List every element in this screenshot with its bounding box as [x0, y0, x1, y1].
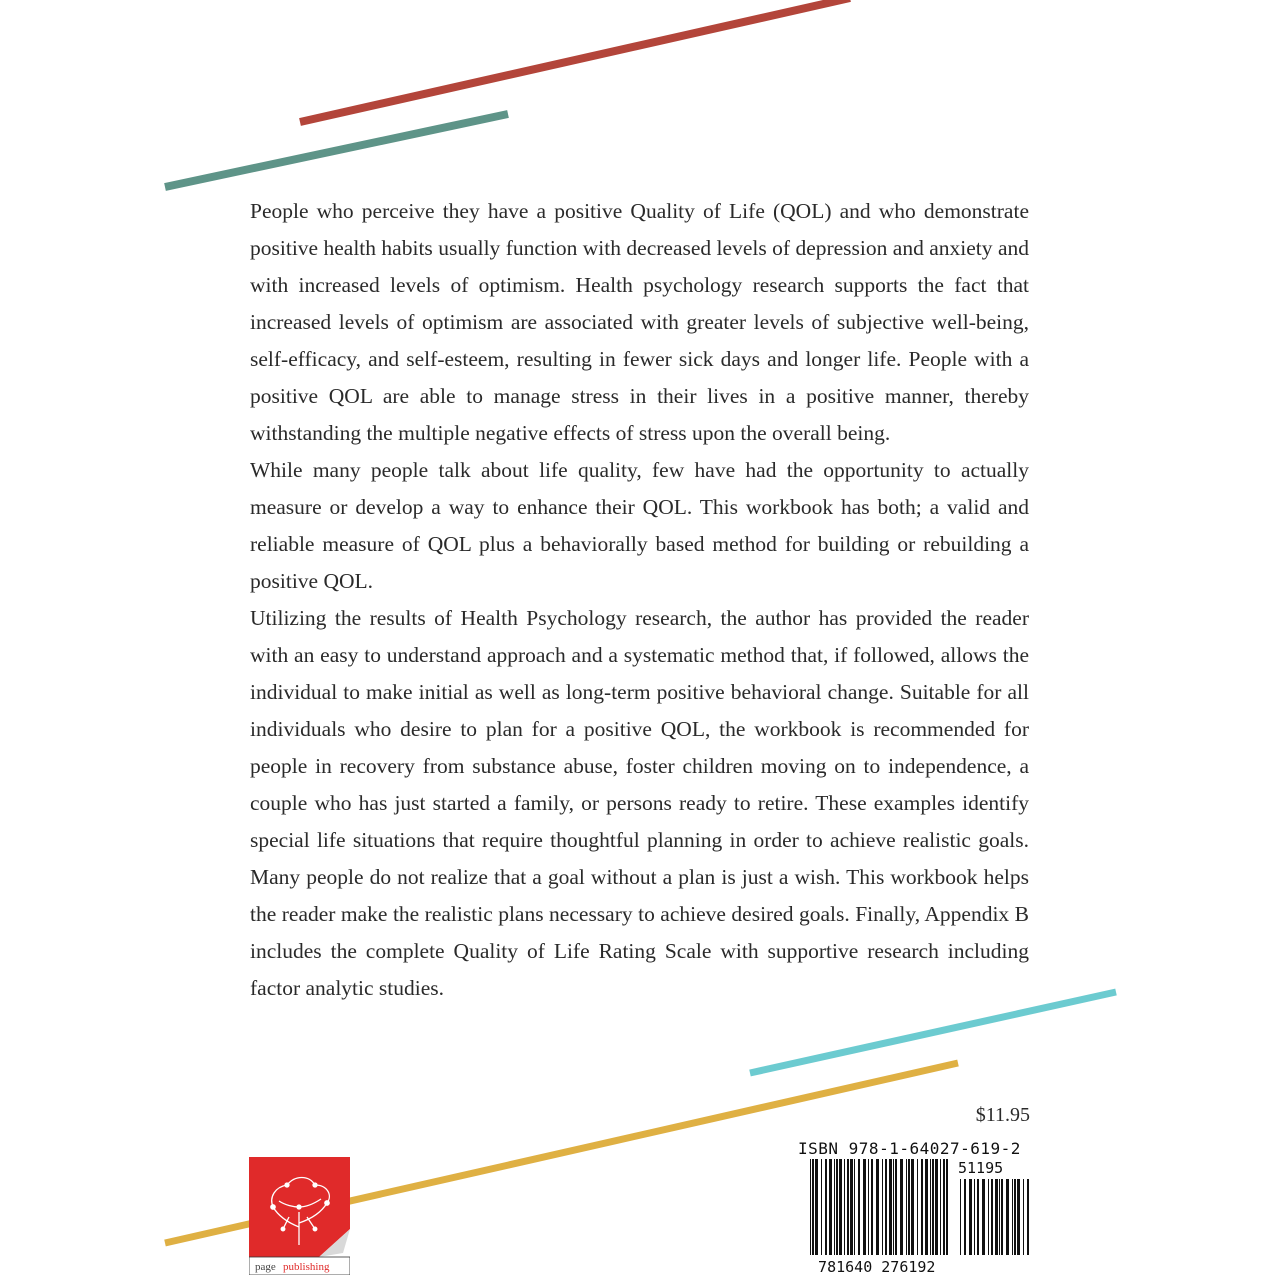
barcode-bar: [935, 1159, 938, 1255]
barcode-bar: [854, 1159, 855, 1255]
barcode-ean-digits: 9 781640 276192: [808, 1258, 936, 1275]
barcode-main-bars: [810, 1159, 948, 1255]
barcode-bar: [1027, 1179, 1029, 1255]
barcode-bar: [969, 1179, 972, 1255]
barcode-bar: [871, 1159, 873, 1255]
barcode-bar: [815, 1159, 818, 1255]
barcode-bar: [839, 1159, 842, 1255]
barcode-bar: [1001, 1179, 1003, 1255]
barcode-bar: [1023, 1179, 1024, 1255]
stripe-teal-dark: [165, 114, 508, 187]
barcode-bar: [893, 1159, 894, 1255]
barcode-bar: [991, 1179, 993, 1255]
barcode-bar: [850, 1159, 853, 1255]
barcode-bar: [868, 1159, 869, 1255]
barcode-bar: [882, 1159, 883, 1255]
barcode-bar: [917, 1159, 918, 1255]
barcode-bar: [988, 1179, 989, 1255]
barcode-bar: [999, 1179, 1000, 1255]
barcode-bar: [995, 1179, 998, 1255]
barcode-bar: [932, 1159, 934, 1255]
barcode-bar: [930, 1159, 931, 1255]
barcode-bar: [876, 1159, 879, 1255]
barcode-bar: [925, 1159, 928, 1255]
stripe-red: [300, 0, 850, 122]
barcode-bar: [1017, 1179, 1020, 1255]
barcode-bar: [885, 1159, 887, 1255]
barcode-bar: [836, 1159, 838, 1255]
barcode-bar: [908, 1159, 910, 1255]
barcode-bar: [906, 1159, 907, 1255]
publisher-logo: [249, 1157, 350, 1275]
barcode-bar: [810, 1159, 811, 1255]
barcode-bar: [825, 1159, 827, 1255]
barcode-bar: [943, 1159, 945, 1255]
barcode-bar: [964, 1179, 966, 1255]
barcode-bar: [977, 1179, 979, 1255]
barcode-bar: [844, 1159, 845, 1255]
barcode-bar: [834, 1159, 835, 1255]
barcode-bar: [960, 1179, 961, 1255]
logo-text-publishing: publishing: [283, 1261, 330, 1273]
barcode-addon-bars: [960, 1179, 1029, 1255]
barcode-bar: [921, 1159, 923, 1255]
isbn-label: ISBN 978-1-64027-619-2: [798, 1139, 1021, 1158]
barcode-bar: [1014, 1179, 1016, 1255]
barcode-bar: [911, 1159, 914, 1255]
barcode-bar: [821, 1159, 822, 1255]
barcode-bar: [946, 1159, 948, 1255]
barcode-bar: [858, 1159, 860, 1255]
barcode-bar: [1006, 1179, 1009, 1255]
barcode-bar: [863, 1159, 866, 1255]
barcode-bar: [847, 1159, 849, 1255]
barcode-bar: [940, 1159, 941, 1255]
barcode-bar: [1012, 1179, 1013, 1255]
description-paragraph: Utilizing the results of Health Psychology research, the author has provided the reader with an easy to understand approach and a systematic method that, if followed, allows the individual to make initial as well as long-term positive behavioral change. Suitable for all individuals who desire to plan for a positive QOL, the workbook is recommended for people in recovery from substance abuse, foster children moving on to independence, a couple who has just started a family, or persons ready to retire. These examples identify special life situations that require thoughtful planning in order to achieve realistic goals. Many people do not realize that a goal without a plan is just a wish. This workbook helps the reader make the realistic plans necessary to achieve desired goals. Finally, Appendix B includes the complete Quality of Life Rating Scale with supportive research including factor analytic studies.: [250, 606, 1029, 1000]
barcode-bar: [812, 1159, 814, 1255]
logo-text-page: page: [255, 1261, 276, 1273]
barcode-addon-digits: 51195: [958, 1159, 1004, 1177]
isbn-barcode: [808, 1157, 1033, 1275]
barcode-bar: [900, 1159, 903, 1255]
barcode-bar: [974, 1179, 975, 1255]
description-paragraph: People who perceive they have a positive Quality of Life (QOL) and who demonstrate positive health habits usually function with decreased levels of depression and anxiety and with increased levels of optimism. Health psychology research supports the fact that increased levels of optimism are associated with greater levels of subjective well-being, self-efficacy, and self-esteem, resulting in fewer sick days and longer life. People with a positive QOL are able to manage stress in their lives in a positive manner, thereby withstanding the multiple negative effects of stress upon the overall being.: [250, 199, 1029, 445]
price-label: $11.95: [975, 1104, 1030, 1126]
back-cover-description: [250, 193, 1029, 1007]
barcode-bar: [982, 1179, 985, 1255]
description-paragraph: While many people talk about life quality, few have had the opportunity to actually measure or develop a way to enhance their QOL. This workbook has both; a valid and reliable measure of QOL plus a behaviorally based method for building or rebuilding a positive QOL.: [250, 458, 1029, 593]
barcode-bar: [889, 1159, 892, 1255]
barcode-bar: [829, 1159, 832, 1255]
barcode-bar: [895, 1159, 897, 1255]
